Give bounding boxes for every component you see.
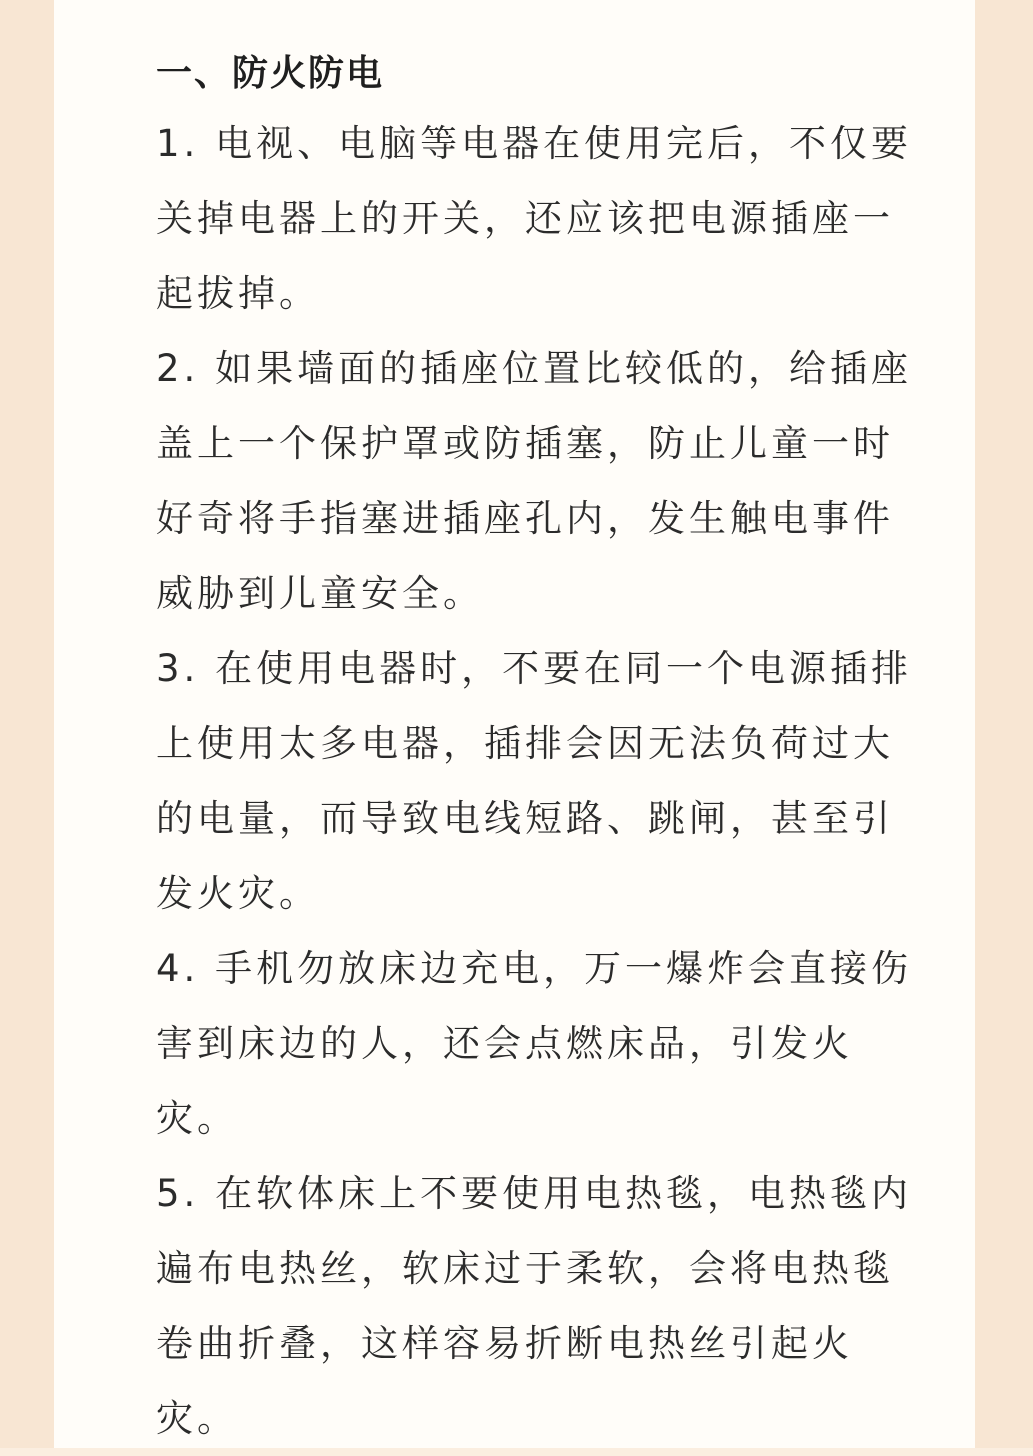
tip-item-3 bbox=[156, 631, 926, 931]
tip-item-2 bbox=[156, 331, 926, 631]
tip-line: 好奇将手指塞进插座孔内，发生触电事件 bbox=[156, 497, 894, 540]
tip-line: 1. 电视、电脑等电器在使用完后，不仅要 bbox=[156, 122, 913, 165]
tip-line: 威胁到儿童安全。 bbox=[156, 572, 484, 615]
tip-line: 灾。 bbox=[156, 1397, 238, 1440]
tip-line: 2. 如果墙面的插座位置比较低的，给插座 bbox=[156, 347, 913, 390]
tip-item-4 bbox=[156, 931, 926, 1156]
right-margin-band bbox=[975, 0, 1033, 1448]
tip-line: 灾。 bbox=[156, 1097, 238, 1140]
tip-line: 5. 在软体床上不要使用电热毯，电热毯内 bbox=[156, 1172, 913, 1215]
tip-item-5 bbox=[156, 1156, 926, 1456]
tip-line: 关掉电器上的开关，还应该把电源插座一 bbox=[156, 197, 894, 240]
tip-line: 遍布电热丝，软床过于柔软，会将电热毯 bbox=[156, 1247, 894, 1290]
left-margin-band bbox=[0, 0, 54, 1448]
tip-line: 害到床边的人，还会点燃床品，引发火 bbox=[156, 1022, 853, 1065]
tip-line: 4. 手机勿放床边充电，万一爆炸会直接伤 bbox=[156, 947, 913, 990]
tip-line: 的电量，而导致电线短路、跳闸，甚至引 bbox=[156, 797, 894, 840]
section-heading: 一、防火防电 bbox=[156, 53, 385, 94]
tip-line: 起拔掉。 bbox=[156, 272, 320, 315]
tip-line: 3. 在使用电器时，不要在同一个电源插排 bbox=[156, 647, 913, 690]
article-content bbox=[156, 42, 926, 1456]
tip-line: 盖上一个保护罩或防插塞，防止儿童一时 bbox=[156, 422, 894, 465]
tip-item-1 bbox=[156, 106, 926, 331]
tip-line: 上使用太多电器，插排会因无法负荷过大 bbox=[156, 722, 894, 765]
tip-line: 发火灾。 bbox=[156, 872, 320, 915]
tip-line: 卷曲折叠，这样容易折断电热丝引起火 bbox=[156, 1322, 853, 1365]
